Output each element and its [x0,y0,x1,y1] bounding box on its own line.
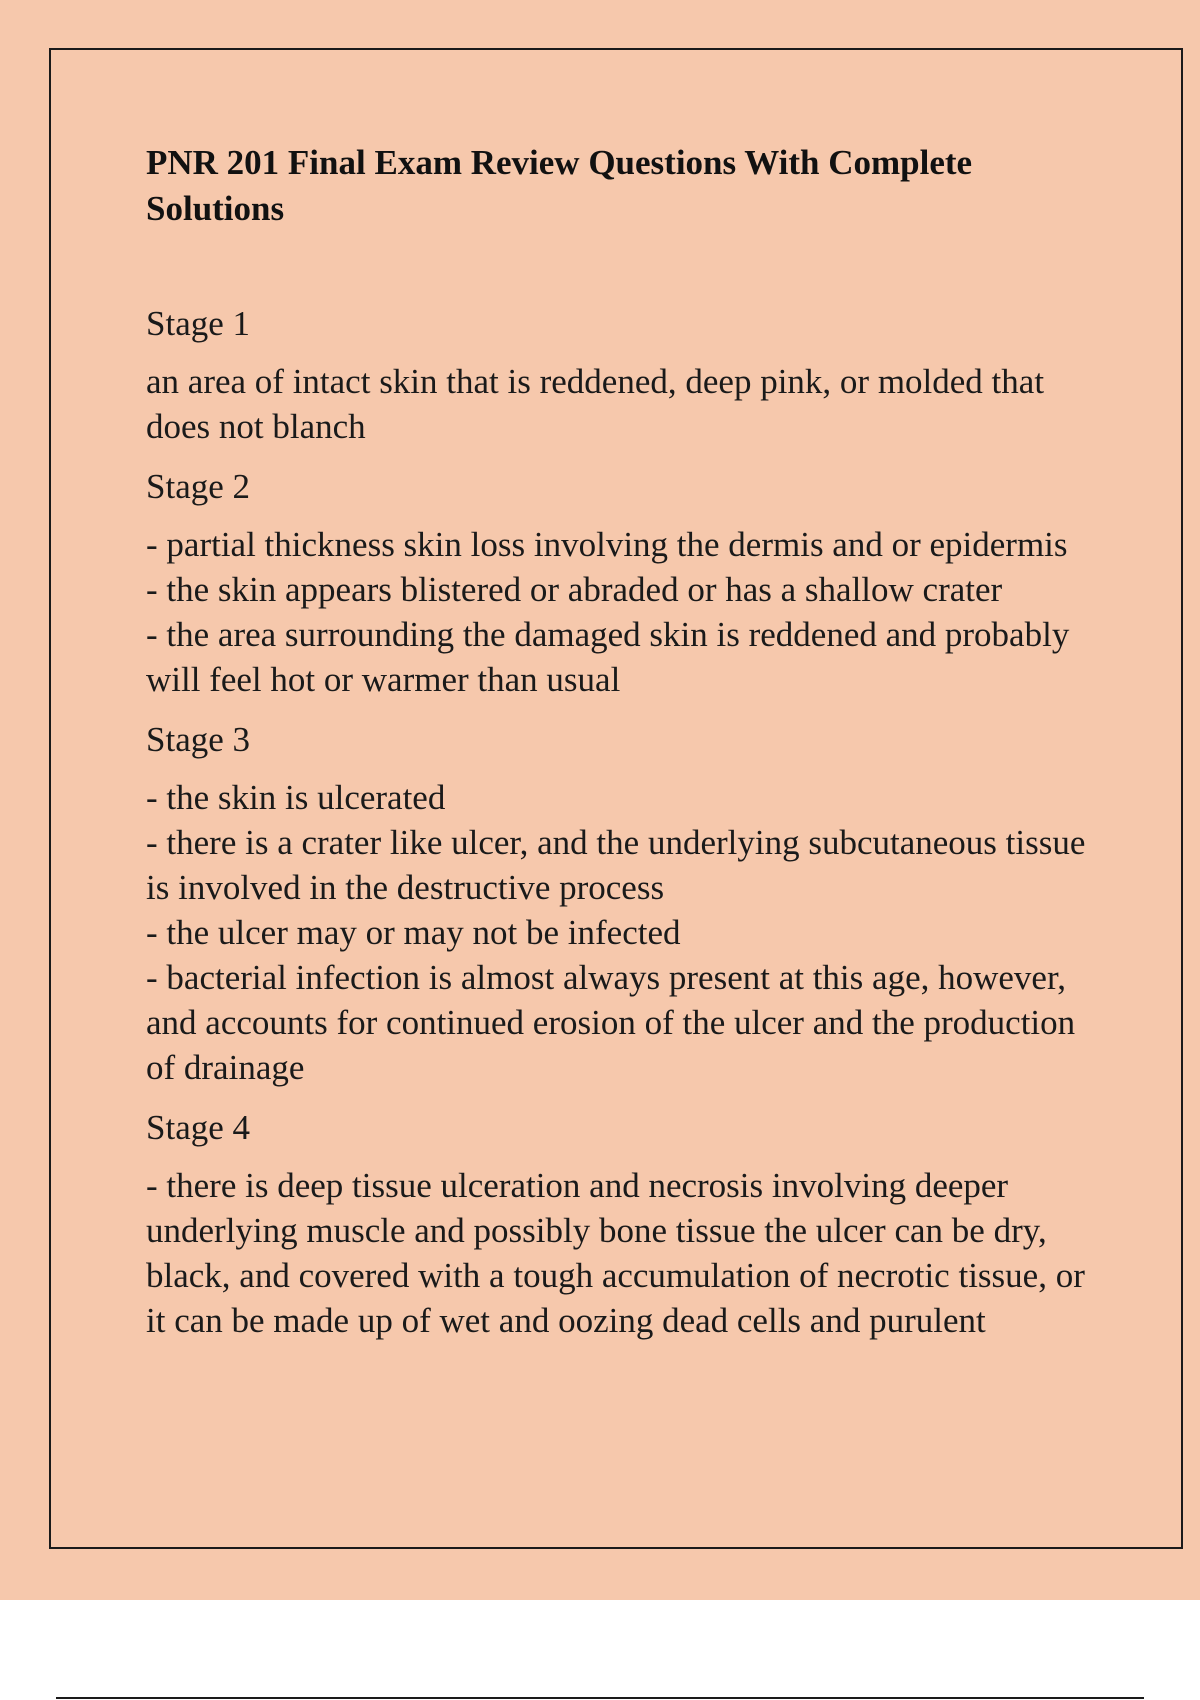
section-line: - partial thickness skin loss involving the dermis and or epidermis [146,525,1068,564]
section-body [146,359,1106,449]
section-heading: Stage 4 [146,1108,251,1147]
section-line: - there is a crater like ulcer, and the underlying subcutaneous tissue is involved in the destructive process [146,823,1086,907]
section-line: - the skin is ulcerated [146,778,446,817]
section-line: - the ulcer may or may not be infected [146,913,681,952]
section-body [146,522,1106,702]
section-heading: Stage 2 [146,467,251,506]
section-body [146,775,1106,1090]
document-content [146,140,1106,1358]
section-heading: Stage 1 [146,304,251,343]
section-line: - the area surrounding the damaged skin is reddened and probably will feel hot or warmer than usual [146,615,1070,699]
section-body [146,1163,1106,1343]
section-heading: Stage 3 [146,720,251,759]
section-line: - bacterial infection is almost always present at this age, however, and accounts for continued erosion of the ulcer and the production of drainage [146,958,1076,1087]
section-stage-4 [146,1105,1106,1343]
section-line: - the skin appears blistered or abraded or has a shallow crater [146,570,1003,609]
section-stage-1 [146,301,1106,449]
section-stage-2 [146,464,1106,702]
document-title: PNR 201 Final Exam Review Questions With Complete Solutions [146,143,973,228]
section-line: - there is deep tissue ulceration and necrosis involving deeper underlying muscle and possibly bone tissue the ulcer can be dry, black, and covered with a tough accumulation of necrotic tissue, or it can be made up of wet and oozing dead cells and purulent [146,1166,1085,1340]
section-stage-3 [146,717,1106,1090]
footer-divider [56,1697,1144,1699]
section-line: an area of intact skin that is reddened, deep pink, or molded that does not blanch [146,362,1045,446]
